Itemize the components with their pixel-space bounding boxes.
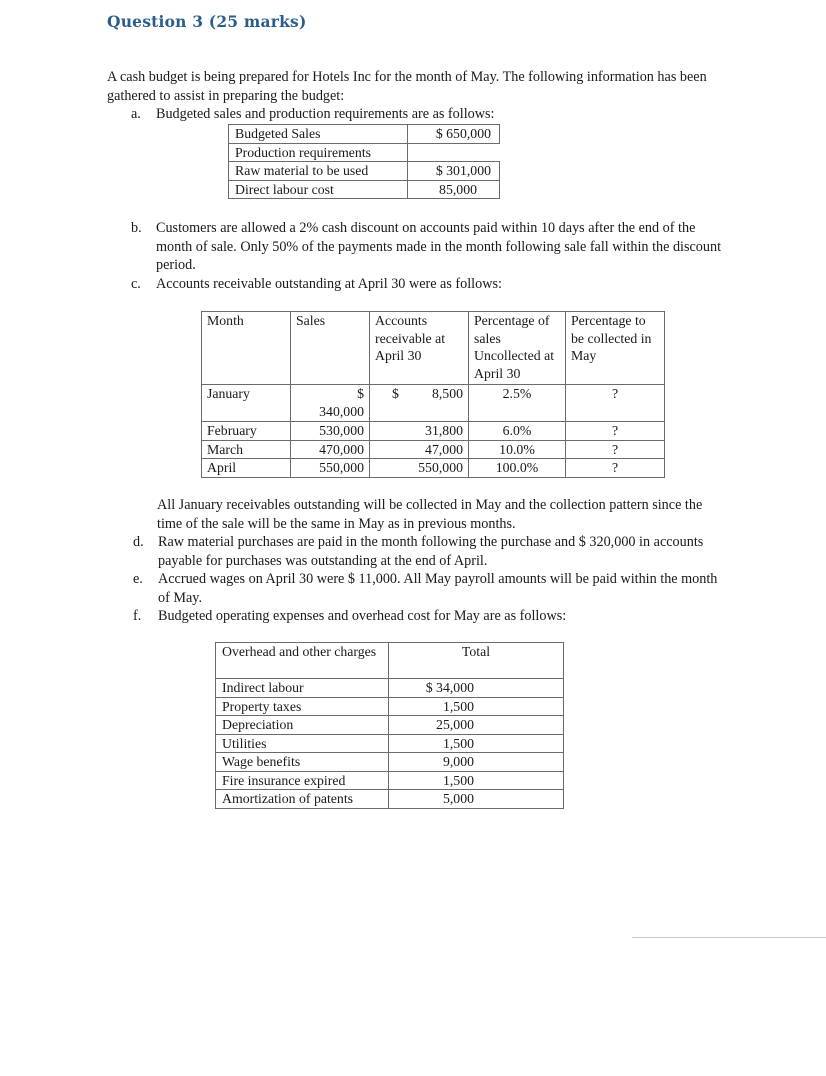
list-text-c: Accounts receivable outstanding at April 30 were as follows:	[156, 276, 502, 292]
list-item-b	[131, 219, 731, 275]
list-item-f	[133, 607, 733, 626]
header-percentage-collected: Percentage to be collected in May	[566, 312, 665, 385]
ar-value: 8,500	[431, 386, 463, 401]
cell-collect: ?	[566, 422, 665, 441]
sales-currency-symbol: $	[357, 386, 364, 401]
list-item-a	[131, 105, 731, 124]
budget-table	[228, 124, 500, 199]
cell-accounts-receivable	[370, 385, 469, 422]
list-marker-f: f.	[133, 608, 142, 624]
table-row	[216, 734, 564, 753]
list-marker-e: e.	[133, 571, 143, 587]
table-row	[216, 697, 564, 716]
list-marker-c: c.	[131, 276, 141, 292]
table-row	[202, 440, 665, 459]
overhead-item-label: Indirect labour	[216, 679, 389, 698]
list-text-e: Accrued wages on April 30 were $ 11,000. All May payroll amounts will be paid within the month of May.	[158, 571, 718, 606]
table-row	[216, 679, 564, 698]
table-row	[229, 125, 500, 144]
table-row	[216, 771, 564, 790]
raw-material-label: Raw material to be used	[229, 162, 408, 181]
scan-divider-line	[632, 937, 826, 938]
header-accounts-receivable: Accounts receivable at April 30	[370, 312, 469, 385]
overhead-item-value: 9,000	[389, 753, 564, 772]
table-row	[216, 790, 564, 809]
overhead-item-label: Fire insurance expired	[216, 771, 389, 790]
overhead-header-total: Total	[389, 643, 564, 679]
cell-collect: ?	[566, 440, 665, 459]
overhead-item-value: $ 34,000	[389, 679, 564, 698]
overhead-item-value: 1,500	[389, 734, 564, 753]
overhead-header-label: Overhead and other charges	[216, 643, 389, 679]
overhead-item-label: Wage benefits	[216, 753, 389, 772]
table-row	[202, 459, 665, 478]
table-row	[216, 643, 564, 679]
table-row	[202, 422, 665, 441]
cell-month: March	[202, 440, 291, 459]
budgeted-sales-label: Budgeted Sales	[229, 125, 408, 144]
list-item-d	[133, 533, 733, 571]
header-sales: Sales	[291, 312, 370, 385]
cell-sales: 550,000	[291, 459, 370, 478]
intro-paragraph: A cash budget is being prepared for Hotels Inc for the month of May. The following information has been gathered to assist in preparing the budget:	[107, 69, 707, 104]
cell-accounts-receivable: 31,800	[370, 422, 469, 441]
list-text-a: Budgeted sales and production requirements are as follows:	[156, 106, 495, 122]
list-item-c	[131, 275, 731, 294]
empty-cell	[408, 143, 500, 162]
table-row	[202, 312, 665, 385]
list-text-f: Budgeted operating expenses and overhead cost for May are as follows:	[158, 608, 567, 624]
accounts-receivable-table	[201, 311, 665, 478]
table-row	[202, 385, 665, 422]
cell-month: January	[202, 385, 291, 422]
header-month: Month	[202, 312, 291, 385]
cell-percentage: 2.5%	[469, 385, 566, 422]
cell-sales	[291, 385, 370, 422]
cell-collect: ?	[566, 459, 665, 478]
overhead-item-value: 1,500	[389, 771, 564, 790]
page-title: Question 3 (25 marks)	[107, 12, 307, 31]
overhead-table	[215, 642, 564, 809]
list-marker-d: d.	[133, 534, 144, 550]
cell-percentage: 6.0%	[469, 422, 566, 441]
cell-percentage: 100.0%	[469, 459, 566, 478]
overhead-item-value: 5,000	[389, 790, 564, 809]
raw-material-value: $ 301,000	[408, 162, 500, 181]
cell-collect: ?	[566, 385, 665, 422]
overhead-item-value: 25,000	[389, 716, 564, 735]
production-label: Production requirements	[229, 143, 408, 162]
overhead-item-label: Depreciation	[216, 716, 389, 735]
overhead-item-label: Amortization of patents	[216, 790, 389, 809]
list-item-e	[133, 570, 733, 608]
cell-month: February	[202, 422, 291, 441]
budgeted-sales-value: $ 650,000	[408, 125, 500, 144]
direct-labour-value: 85,000	[408, 180, 500, 199]
cell-percentage: 10.0%	[469, 440, 566, 459]
cell-accounts-receivable: 47,000	[370, 440, 469, 459]
cell-sales: 530,000	[291, 422, 370, 441]
table-row	[229, 162, 500, 181]
list-text-b: Customers are allowed a 2% cash discount on accounts paid within 10 days after the end of the month of sale. Only 50% of the payments made in the month following sale fall within the discount period.	[156, 220, 722, 273]
list-marker-b: b.	[131, 220, 142, 236]
cell-accounts-receivable: 550,000	[370, 459, 469, 478]
header-percentage-uncollected: Percentage of sales Uncollected at April 30	[469, 312, 566, 385]
overhead-item-label: Property taxes	[216, 697, 389, 716]
table-row	[229, 180, 500, 199]
collection-note: All January receivables outstanding will be collected in May and the collection pattern since the time of the sale will be the same in May as in previous months.	[157, 497, 703, 532]
table-row	[229, 143, 500, 162]
sales-value: 340,000	[319, 404, 364, 419]
overhead-item-label: Utilities	[216, 734, 389, 753]
table-row	[216, 753, 564, 772]
list-text-d: Raw material purchases are paid in the month following the purchase and $ 320,000 in accounts payable for purchases was outstanding at the end of April.	[158, 534, 704, 569]
list-marker-a: a.	[131, 106, 141, 122]
overhead-item-value: 1,500	[389, 697, 564, 716]
direct-labour-label: Direct labour cost	[229, 180, 408, 199]
cell-sales: 470,000	[291, 440, 370, 459]
table-row	[216, 716, 564, 735]
ar-currency-symbol: $	[392, 386, 399, 401]
cell-month: April	[202, 459, 291, 478]
